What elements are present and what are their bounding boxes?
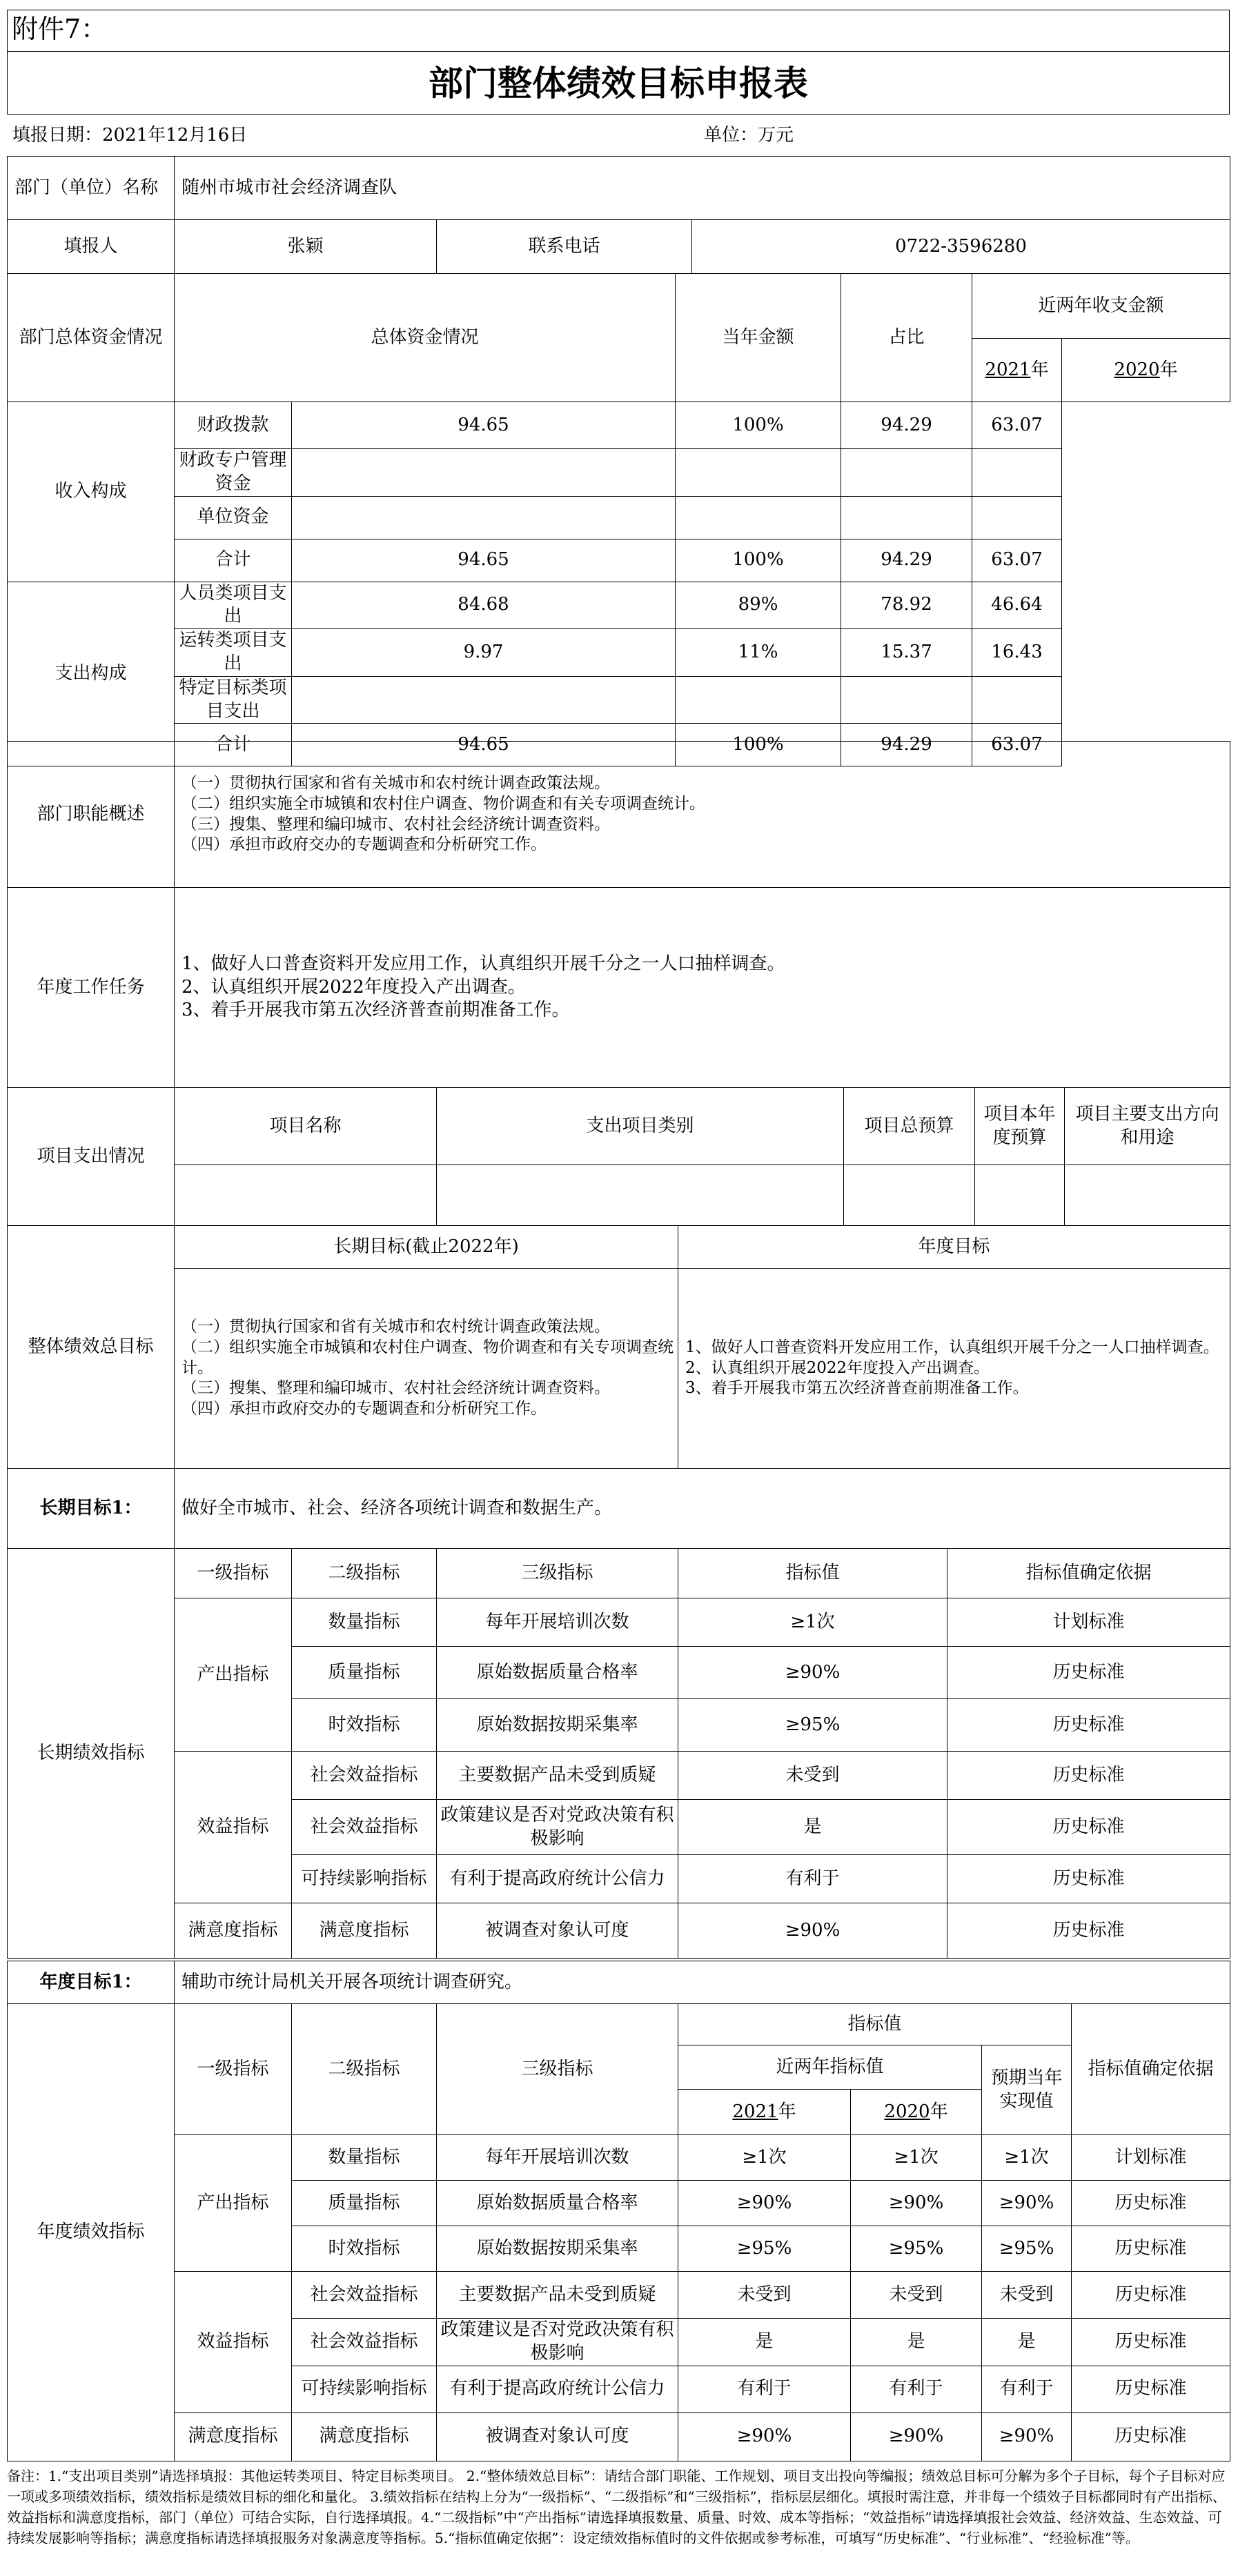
- fund-item-year2: [972, 449, 1062, 497]
- year-value-expected: 有利于: [982, 2366, 1072, 2412]
- projects-col-year-budget: 项目本年度预算: [975, 1088, 1065, 1165]
- year-value-y1: 有利于: [678, 2366, 851, 2412]
- fund-item-year2: [972, 496, 1062, 539]
- long-level3: 被调查对象认可度: [437, 1903, 678, 1959]
- year-level2: 满意度指标: [292, 2412, 437, 2461]
- year-h1: 一级指标: [175, 2004, 292, 2135]
- long-level1: 满意度指标: [175, 1903, 292, 1959]
- long-goal-table: [7, 1468, 1230, 1549]
- fund-item-name: 单位资金: [175, 496, 292, 539]
- filler-name: 张颖: [175, 220, 437, 274]
- projects-label: 项目支出情况: [8, 1088, 175, 1226]
- long-basis: 历史标准: [947, 1855, 1230, 1903]
- year-h-expect: 预期当年实现值: [982, 2045, 1072, 2135]
- year-value-y1: 是: [678, 2319, 851, 2366]
- long-h1: 一级指标: [175, 1549, 292, 1598]
- year-h2: 二级指标: [292, 2004, 437, 2135]
- long-value: 有利于: [678, 1855, 947, 1903]
- tasks-line: 1、做好人口普查资料开发应用工作，认真组织开展千分之一人口抽样调查。: [181, 953, 785, 974]
- funds-table: [7, 273, 1230, 766]
- fund-item-name: 财政专户管理资金: [175, 449, 292, 497]
- duties-line: （二）组织实施全市城镇和农村住户调查、物价调查和有关专项调查统计。: [181, 794, 705, 813]
- long-value: ≥90%: [678, 1647, 947, 1699]
- long-value: ≥90%: [678, 1903, 947, 1959]
- long-value: ≥1次: [678, 1598, 947, 1647]
- year-value-y1: ≥90%: [678, 2412, 851, 2461]
- overall-year-line: 3、着手开展我市第五次经济普查前期准备工作。: [685, 1379, 1029, 1398]
- duties-label: 部门职能概述: [8, 742, 175, 888]
- fund-item-year1: 94.29: [841, 539, 972, 582]
- fund-item-name: 特定目标类项目支出: [175, 676, 292, 724]
- long-level2: 满意度指标: [292, 1903, 437, 1959]
- tasks-line: 2、认真组织开展2022年度投入产出调查。: [181, 976, 526, 998]
- fund-item-amount: [292, 676, 676, 724]
- phone-value: 0722-3596280: [692, 220, 1230, 274]
- projects-empty-cell: [175, 1165, 437, 1226]
- year-indicators-label: 年度绩效指标: [8, 2004, 175, 2461]
- form-title: 部门整体绩效目标申报表: [7, 51, 1230, 115]
- fund-item-amount: [292, 496, 676, 539]
- fund-item-name: 运转类项目支出: [175, 629, 292, 677]
- year-level1: 产出指标: [175, 2135, 292, 2272]
- long-level3: 原始数据按期采集率: [437, 1699, 678, 1752]
- overall-long-line: （三）搜集、整理和编印城市、农村社会经济统计调查资料。: [181, 1379, 610, 1398]
- year-level2: 可持续影响指标: [292, 2366, 437, 2412]
- year-basis: 历史标准: [1072, 2319, 1230, 2366]
- dept-info-table: [7, 156, 1230, 274]
- fund-item-year1: 78.92: [841, 582, 972, 629]
- fund-item-year1: 15.37: [841, 629, 972, 677]
- fund-item-amount: 9.97: [292, 629, 676, 677]
- fund-item-ratio: [676, 676, 841, 724]
- long-level2: 时效指标: [292, 1699, 437, 1752]
- year-level3: 政策建议是否对党政决策有积极影响: [437, 2319, 678, 2366]
- long-value: ≥95%: [678, 1699, 947, 1752]
- overall-goals-table: [7, 1225, 1230, 1469]
- long-h3: 三级指标: [437, 1549, 678, 1598]
- year-value-y1: 未受到: [678, 2272, 851, 2319]
- phone-label: 联系电话: [437, 220, 692, 274]
- long-level2: 社会效益指标: [292, 1800, 437, 1855]
- year-basis: 历史标准: [1072, 2366, 1230, 2412]
- projects-empty-cell: [1065, 1165, 1230, 1226]
- fund-item-ratio: 11%: [676, 629, 841, 677]
- attachment-label: 附件7：: [7, 10, 1230, 51]
- projects-col-name: 项目名称: [175, 1088, 437, 1165]
- projects-empty-cell: [975, 1165, 1065, 1226]
- projects-col-use: 项目主要支出方向和用途: [1065, 1088, 1230, 1165]
- long-basis: 计划标准: [947, 1598, 1230, 1647]
- funds-year2: 2020年: [1062, 339, 1230, 402]
- duties-line: （三）搜集、整理和编印城市、农村社会经济统计调查资料。: [181, 815, 610, 833]
- fund-item-year1: 94.29: [841, 724, 972, 766]
- duties-line: （四）承担市政府交办的专题调查和分析研究工作。: [181, 835, 547, 854]
- long-basis: 历史标准: [947, 1903, 1230, 1959]
- tasks-line: 3、着手开展我市第五次经济普查前期准备工作。: [181, 1000, 570, 1021]
- long-value: 未受到: [678, 1752, 947, 1800]
- fund-item-year1: [841, 676, 972, 724]
- dept-name: 随州市城市社会经济调查队: [175, 157, 1230, 220]
- long-basis: 历史标准: [947, 1752, 1230, 1800]
- long-level1: 产出指标: [175, 1598, 292, 1752]
- year-h3: 三级指标: [437, 2004, 678, 2135]
- long-level2: 社会效益指标: [292, 1752, 437, 1800]
- long-level2: 数量指标: [292, 1598, 437, 1647]
- overall-year-header: 年度目标: [678, 1226, 1230, 1269]
- fund-item-year2: [972, 676, 1062, 724]
- projects-col-budget: 项目总预算: [844, 1088, 975, 1165]
- year-value-y2: ≥1次: [851, 2135, 982, 2181]
- unit-label: 单位：万元: [704, 125, 794, 146]
- fund-item-name: 人员类项目支出: [175, 582, 292, 629]
- fund-item-amount: 94.65: [292, 539, 676, 582]
- long-level3: 每年开展培训次数: [437, 1598, 678, 1647]
- fund-item-amount: [292, 449, 676, 497]
- fund-item-ratio: 100%: [676, 402, 841, 449]
- fund-item-year2: 63.07: [972, 402, 1062, 449]
- overall-year-text: [678, 1269, 1230, 1469]
- year-basis: 历史标准: [1072, 2272, 1230, 2319]
- year-basis: 历史标准: [1072, 2181, 1230, 2226]
- overall-long-line: （四）承担市政府交办的专题调查和分析研究工作。: [181, 1400, 547, 1418]
- overall-long-line: （一）贯彻执行国家和省有关城市和农村统计调查政策法规。: [181, 1317, 610, 1336]
- fund-item-ratio: 100%: [676, 539, 841, 582]
- expense-group-label: 支出构成: [8, 582, 175, 766]
- year-level3: 被调查对象认可度: [437, 2412, 678, 2461]
- projects-empty-cell: [437, 1165, 844, 1226]
- fund-item-ratio: [676, 496, 841, 539]
- year-h-recent: 近两年指标值: [678, 2045, 982, 2090]
- long-h4: 指标值: [678, 1549, 947, 1598]
- fund-item-ratio: [676, 449, 841, 497]
- year-value-expected: 未受到: [982, 2272, 1072, 2319]
- filler-label: 填报人: [8, 220, 175, 274]
- funds-header-ratio: 占比: [841, 274, 972, 402]
- year-basis: 计划标准: [1072, 2135, 1230, 2181]
- projects-table: [7, 1087, 1230, 1226]
- income-group-label: 收入构成: [8, 402, 175, 582]
- long-basis: 历史标准: [947, 1647, 1230, 1699]
- long-level2: 可持续影响指标: [292, 1855, 437, 1903]
- funds-section-label: 部门总体资金情况: [8, 274, 175, 402]
- overall-label: 整体绩效总目标: [8, 1226, 175, 1469]
- fund-item-ratio: 100%: [676, 724, 841, 766]
- year-value-expected: 是: [982, 2319, 1072, 2366]
- duties-table: [7, 741, 1230, 888]
- long-value: 是: [678, 1800, 947, 1855]
- duties-text: [175, 742, 1230, 888]
- tasks-label: 年度工作任务: [8, 888, 175, 1088]
- long-level2: 质量指标: [292, 1647, 437, 1699]
- fund-item-amount: 94.65: [292, 724, 676, 766]
- year-level2: 社会效益指标: [292, 2272, 437, 2319]
- year-level2: 时效指标: [292, 2226, 437, 2272]
- year-indicators-table: [7, 2003, 1230, 2461]
- year-value-y2: ≥90%: [851, 2181, 982, 2226]
- tasks-table: [7, 887, 1230, 1088]
- year-level3: 原始数据按期采集率: [437, 2226, 678, 2272]
- long-goal-text: 做好全市城市、社会、经济各项统计调查和数据生产。: [175, 1469, 1230, 1549]
- fund-item-name: 合计: [175, 724, 292, 766]
- dept-label: 部门（单位）名称: [8, 157, 175, 220]
- year-goal-text: 辅助市统计局机关开展各项统计调查研究。: [175, 1961, 1230, 2004]
- year-goal-label: 年度目标1：: [8, 1961, 175, 2004]
- fund-item-amount: 94.65: [292, 402, 676, 449]
- overall-long-text: [175, 1269, 678, 1469]
- fund-item-year2: 46.64: [972, 582, 1062, 629]
- fund-item-year1: [841, 496, 972, 539]
- year-value-expected: ≥90%: [982, 2412, 1072, 2461]
- fund-item-amount: 84.68: [292, 582, 676, 629]
- year-goal-table: [7, 1961, 1230, 2004]
- long-basis: 历史标准: [947, 1800, 1230, 1855]
- long-basis: 历史标准: [947, 1699, 1230, 1752]
- fund-item-year2: 63.07: [972, 539, 1062, 582]
- fund-item-year1: 94.29: [841, 402, 972, 449]
- year-value-expected: ≥1次: [982, 2135, 1072, 2181]
- form-page: [7, 10, 1231, 2569]
- year-basis: 历史标准: [1072, 2412, 1230, 2461]
- long-level3: 原始数据质量合格率: [437, 1647, 678, 1699]
- funds-header-total: 总体资金情况: [175, 274, 676, 402]
- long-indicators-table: [7, 1548, 1230, 1959]
- year-value-y1: ≥90%: [678, 2181, 851, 2226]
- overall-long-header: 长期目标(截止2022年): [175, 1226, 678, 1269]
- year-h-basis: 指标值确定依据: [1072, 2004, 1230, 2135]
- fund-item-year2: 16.43: [972, 629, 1062, 677]
- funds-header-current: 当年金额: [676, 274, 841, 402]
- year-level3: 有利于提高政府统计公信力: [437, 2366, 678, 2412]
- year-level1: 满意度指标: [175, 2412, 292, 2461]
- fund-item-name: 合计: [175, 539, 292, 582]
- year-level1: 效益指标: [175, 2272, 292, 2413]
- funds-header-recent: 近两年收支金额: [972, 274, 1230, 339]
- long-goal-label: 长期目标1：: [8, 1469, 175, 1549]
- fill-date: 填报日期：2021年12月16日: [12, 125, 248, 146]
- year-level2: 数量指标: [292, 2135, 437, 2181]
- year-value-y2: ≥90%: [851, 2412, 982, 2461]
- overall-year-line: 2、认真组织开展2022年度投入产出调查。: [685, 1358, 990, 1377]
- year-level3: 原始数据质量合格率: [437, 2181, 678, 2226]
- fund-item-year2: 63.07: [972, 724, 1062, 766]
- year-value-expected: ≥90%: [982, 2181, 1072, 2226]
- year-h-y2: 2020年: [851, 2090, 982, 2135]
- long-h5: 指标值确定依据: [947, 1549, 1230, 1598]
- year-level3: 每年开展培训次数: [437, 2135, 678, 2181]
- year-level2: 社会效益指标: [292, 2319, 437, 2366]
- year-h-y1: 2021年: [678, 2090, 851, 2135]
- projects-col-type: 支出项目类别: [437, 1088, 844, 1165]
- fund-item-ratio: 89%: [676, 582, 841, 629]
- overall-long-line: （二）组织实施全市城镇和农村住户调查、物价调查和有关专项调查统计。: [181, 1338, 674, 1377]
- fund-item-name: 财政拨款: [175, 402, 292, 449]
- fund-item-year1: [841, 449, 972, 497]
- long-h2: 二级指标: [292, 1549, 437, 1598]
- duties-line: （一）贯彻执行国家和省有关城市和农村统计调查政策法规。: [181, 773, 610, 792]
- year-value-y2: 是: [851, 2319, 982, 2366]
- year-basis: 历史标准: [1072, 2226, 1230, 2272]
- year-level3: 主要数据产品未受到质疑: [437, 2272, 678, 2319]
- year-h-val: 指标值: [678, 2004, 1072, 2045]
- year-value-y2: ≥95%: [851, 2226, 982, 2272]
- year-value-y1: ≥1次: [678, 2135, 851, 2181]
- year-value-y2: 有利于: [851, 2366, 982, 2412]
- notes: 备注：1.“支出项目类别”请选择填报：其他运转类项目、特定目标类项目。 2.“整体绩效总目标”：请结合部门职能、工作规划、项目支出投向等编报；绩效总目标可分解为多个子目标，每个子目标对应一项或多项绩效指标，绩效指标是绩效目标的细化和量化。 3.绩效指标在结构上分为“一级指标”、“二级指标”和“三级指标”，指标层层细化。填报时需注意，并非每一个绩效子目标都同时有产出指标、效益指标和满意度指标，部门（单位）可结合实际，自行选择填报。4.“二级指标”中“产出指标”请选择填报数量、质量、时效、成本等指标；“效益指标”请选择填报社会效益、经济效益、生态效益、可持续发展影响等指标；满意度指标请选择填报服务对象满意度等指标。5.“指标值确定依据”：设定绩效指标值时的文件依据或参考标准，可填写“历史标准”、“行业标准”、“经验标准”等。: [7, 2468, 1226, 2546]
- overall-year-line: 1、做好人口普查资料开发应用工作，认真组织开展千分之一人口抽样调查。: [685, 1338, 1219, 1356]
- funds-year1: 2021年: [972, 339, 1062, 402]
- long-level3: 主要数据产品未受到质疑: [437, 1752, 678, 1800]
- long-indicators-label: 长期绩效指标: [8, 1549, 175, 1959]
- long-level3: 有利于提高政府统计公信力: [437, 1855, 678, 1903]
- year-value-y2: 未受到: [851, 2272, 982, 2319]
- long-level1: 效益指标: [175, 1752, 292, 1903]
- long-level3: 政策建议是否对党政决策有积极影响: [437, 1800, 678, 1855]
- year-level2: 质量指标: [292, 2181, 437, 2226]
- year-value-expected: ≥95%: [982, 2226, 1072, 2272]
- year-value-y1: ≥95%: [678, 2226, 851, 2272]
- tasks-text: [175, 888, 1230, 1088]
- projects-empty-cell: [844, 1165, 975, 1226]
